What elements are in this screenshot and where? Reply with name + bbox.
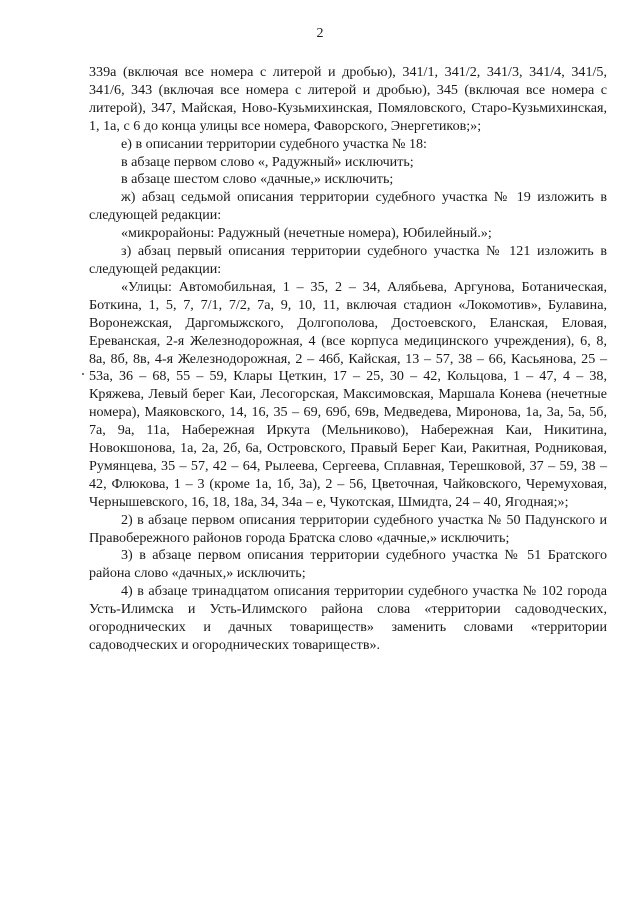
paragraph-item-zh: ж) абзац седьмой описания территории судебного участка № 19 изложить в следующей редакции: bbox=[89, 189, 607, 224]
paragraph-item-2: 2) в абзаце первом описания территории судебного участка № 50 Падунского и Правобережного районов города Братска слово «дачные,» исключить; bbox=[89, 511, 607, 546]
paragraph-item-e: е) в описании территории судебного участка № 18: bbox=[121, 135, 427, 152]
scan-artifact-dot bbox=[82, 373, 84, 375]
page-number: 2 bbox=[316, 26, 324, 41]
paragraph-item-zh-quote: «микрорайоны: Радужный (нечетные номера), Юбилейный.»; bbox=[121, 225, 492, 242]
paragraph-item-4: 4) в абзаце тринадцатом описания территории судебного участка № 102 города Усть-Илимска и Усть-Илимского района слова «территории садоводческих, огороднических и дачных товариществ» заменить словами «территории садоводческих и огороднических товариществ». bbox=[89, 583, 607, 653]
paragraph-item-e-sixth: в абзаце шестом слово «дачные,» исключить; bbox=[121, 171, 394, 188]
paragraph-item-z-quote: «Улицы: Автомобильная, 1 – 35, 2 – 34, Алябьева, Аргунова, Ботаническая, Боткина, 1, 5, 7, 7/1, 7/2, 7а, 9, 10, 11, включая стадион «Локомотив», Булавина, Воронежская, Даргомыжского, Долгополова, Достоевского, Еланская, Еловая, Ереванская, 2-я Железнодорожная, 4 (все корпуса медицинского учреждения), 6, 8, 8а, 8б, 8в, 4-я Железнодорожная, 2 – 46б, Кайская, 13 – 57, 38 – 66, Касьянова, 25 – 53а, 36 – 68, 55 – 59, Клары Цеткин, 17 – 25, 30 – 42, Кольцова, 1 – 47, 4 – 38, Кряжева, Левый берег Каи, Лесогорская, Максимовская, Маршала Конева (нечетные номера), Маяковского, 14, 16, 35 – 69, 69б, 69в, Медведева, Миронова, 1а, 3а, 5а, 5б, 7а, 9а, 11а, Набережная Иркута (Мельниково), Набережная Каи, Никитина, Новокшонова, 1а, 2а, 2б, 6а, Островского, Правый Берег Каи, Ракитная, Родниковая, Румянцева, 35 – 57, 42 – 64, Рылеева, Сергеева, Сплавная, Терешковой, 37 – 59, 38 – 42, Флюкова, 1 – 3 (кроме 1а, 1б, 3а), 2 – 56, Цветочная, Чайковского, Черемуховая, Чернышевского, 16, 18, 18а, 34, 34а – е, Чукотская, Шмидта, 24 – 40, Ягодная;»; bbox=[89, 278, 607, 510]
document-body bbox=[89, 64, 607, 655]
paragraph-item-z: з) абзац первый описания территории судебного участка № 121 изложить в следующей редакции: bbox=[89, 243, 607, 277]
paragraph-item-3: 3) в абзаце первом описания территории судебного участка № 51 Братского района слово «дачных,» исключить; bbox=[89, 547, 607, 582]
paragraph-continuation: 339а (включая все номера с литерой и дробью), 341/1, 341/2, 341/3, 341/4, 341/5, 341/6, 343 (включая все номера с литерой и дробью), 345 (включая все номера с литерой), 347, Майская, Ново-Кузьмихинская, Помяловского, Старо-Кузьмихинская, 1, 1а, с 6 до конца улицы все номера, Фаворского, Энергетиков;»; bbox=[89, 64, 607, 134]
paragraph-item-e-first: в абзаце первом слово «, Радужный» исключить; bbox=[121, 153, 414, 170]
